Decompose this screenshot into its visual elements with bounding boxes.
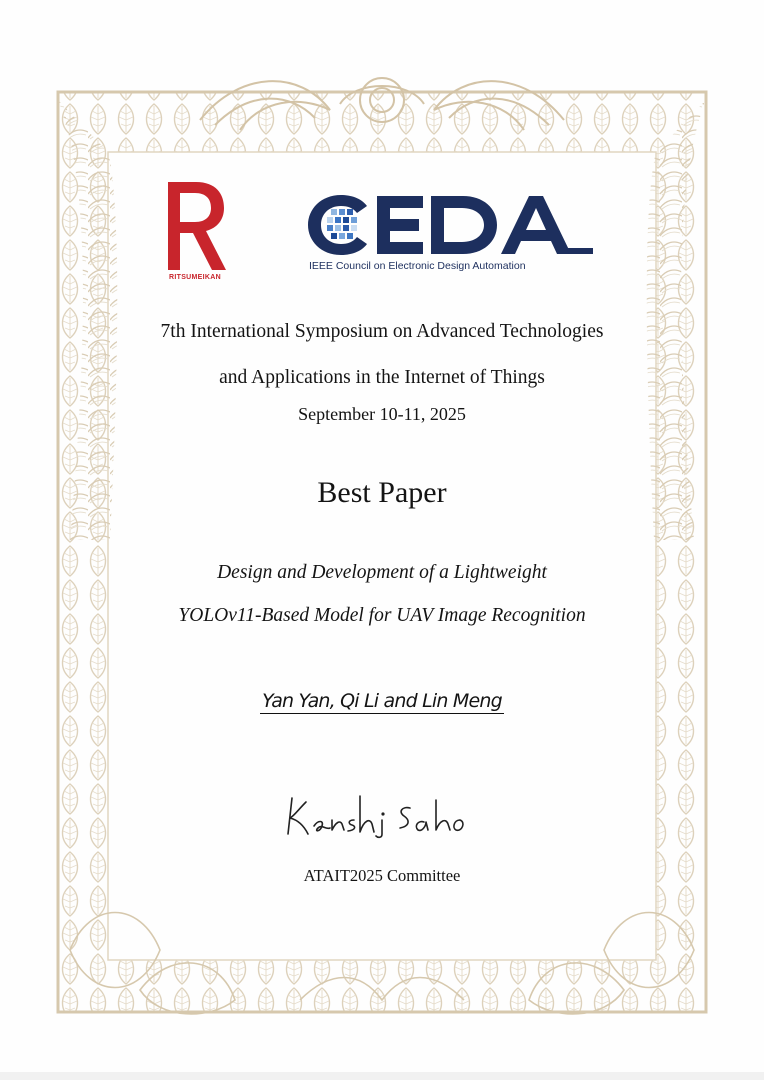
symposium-date: September 10-11, 2025: [298, 404, 466, 424]
authors: [0, 690, 764, 712]
signature: [278, 790, 468, 840]
symposium-name-line-2: and Applications in the Internet of Things: [219, 367, 545, 388]
ritsumeikan-logo: [160, 178, 230, 288]
scan-bottom-edge: [0, 1072, 764, 1080]
paper-title-line-2: YOLOv11-Based Model for UAV Image Recognition: [178, 605, 586, 626]
ritsumeikan-caption: RITSUMEIKAN: [169, 274, 221, 281]
paper-title-line-1: Design and Development of a Lightweight: [217, 562, 547, 583]
ceda-wordmark-icon: [305, 192, 597, 258]
symposium-name-line-1: 7th International Symposium on Advanced Technologies: [160, 321, 604, 342]
ceda-logo: [305, 192, 597, 276]
ceda-caption: IEEE Council on Electronic Design Automation: [309, 260, 526, 272]
committee-name: ATAIT2025 Committee: [303, 866, 461, 885]
authors-text: Yan Yan, Qi Li and Lin Meng: [262, 690, 502, 712]
ritsumeikan-r-icon: [160, 178, 230, 274]
award-title: Best Paper: [317, 476, 447, 509]
